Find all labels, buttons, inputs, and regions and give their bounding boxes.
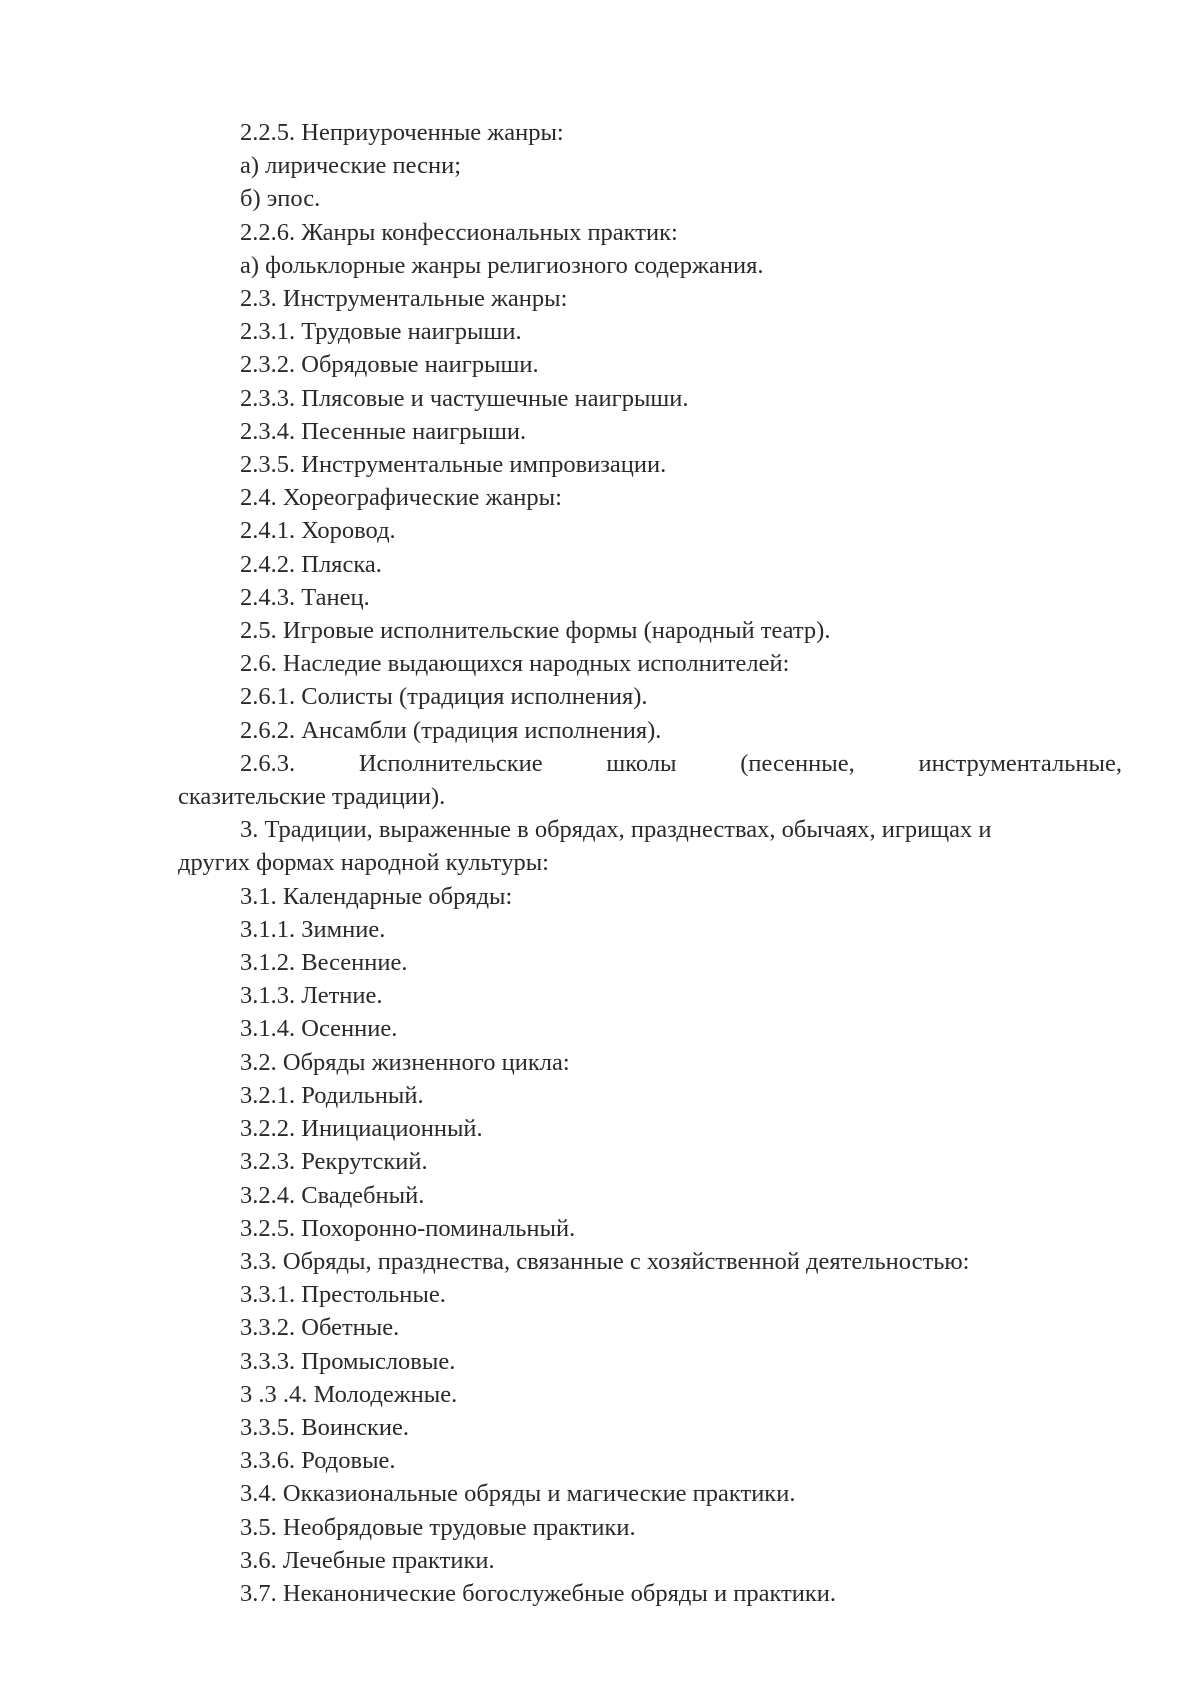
list-item: 3.7. Неканонические богослужебные обряды и практики. <box>240 1579 836 1607</box>
list-item: а) фольклорные жанры религиозного содержания. <box>240 251 764 279</box>
list-item: 2.4.1. Хоровод. <box>240 517 396 545</box>
paragraph-3-continuation: других формах народной культуры: <box>178 849 549 877</box>
list-item: 3.6. Лечебные практики. <box>240 1546 495 1574</box>
continuation-line: сказительские традиции). <box>178 783 446 811</box>
list-item: 2.3. Инструментальные жанры: <box>240 285 568 313</box>
list-item: а) лирические песни; <box>240 152 462 180</box>
list-item: 3.4. Окказиональные обряды и магические практики. <box>240 1480 796 1508</box>
list-item: 3.3.5. Воинские. <box>240 1413 409 1441</box>
list-item: 3.3.2. Обетные. <box>240 1314 400 1342</box>
justified-word: инструментальные, <box>918 749 1122 777</box>
list-item: 3.1.4. Осенние. <box>240 1015 398 1043</box>
justified-line-2-6-3 <box>178 747 1122 780</box>
list-item: 2.2.5. Неприуроченные жанры: <box>240 119 564 146</box>
list-item: 2.4. Хореографические жанры: <box>240 484 562 512</box>
justified-word: школы <box>606 749 677 777</box>
list-item: 3.3.1. Престольные. <box>240 1281 446 1309</box>
genre-list <box>178 116 1122 747</box>
list-item: 3.3.6. Родовые. <box>240 1447 396 1475</box>
list-item: 2.2.6. Жанры конфессиональных практик: <box>240 218 678 246</box>
list-item: 3.2.3. Рекрутский. <box>240 1148 428 1176</box>
list-item: 3 .3 .4. Молодежные. <box>240 1380 458 1408</box>
justified-word: (песенные, <box>740 749 855 777</box>
list-item: 2.3.2. Обрядовые наигрыши. <box>240 351 539 379</box>
list-item: 2.5. Игровые исполнительские формы (народный театр). <box>240 617 831 645</box>
list-item: 3.2.4. Свадебный. <box>240 1181 425 1209</box>
list-item: 2.4.3. Танец. <box>240 583 370 611</box>
document-body <box>178 116 1122 1610</box>
list-item: 3.1.1. Зимние. <box>240 915 386 943</box>
list-item: 2.3.4. Песенные наигрыши. <box>240 417 527 445</box>
list-item: 2.3.1. Трудовые наигрыши. <box>240 318 522 346</box>
list-item: 3.1. Календарные обряды: <box>240 882 513 910</box>
list-item: 2.6.2. Ансамбли (традиция исполнения). <box>240 716 662 744</box>
list-item: 3.2. Обряды жизненного цикла: <box>240 1048 570 1076</box>
list-item: 2.3.3. Плясовые и частушечные наигрыши. <box>240 384 689 412</box>
list-item: 3.1.2. Весенние. <box>240 949 408 977</box>
list-item: 2.6.1. Солисты (традиция исполнения). <box>240 683 648 711</box>
list-item: 3.1.3. Летние. <box>240 982 383 1010</box>
list-item: 2.4.2. Пляска. <box>240 550 382 578</box>
list-item: 3.2.1. Родильный. <box>240 1081 424 1109</box>
justified-word: 2.6.3. <box>240 749 296 777</box>
list-item: 3.2.2. Инициационный. <box>240 1115 483 1143</box>
list-item: 2.6. Наследие выдающихся народных исполнителей: <box>240 650 790 678</box>
list-item: 3.5. Необрядовые трудовые практики. <box>240 1513 636 1541</box>
list-item: 2.3.5. Инструментальные импровизации. <box>240 451 667 479</box>
list-item: 3.3. Обряды, празднества, связанные с хозяйственной деятельностью: <box>240 1247 970 1275</box>
tradition-list <box>178 880 1122 1610</box>
list-item: 3.2.5. Похоронно-поминальный. <box>240 1214 576 1242</box>
paragraph-3-first-line: 3. Традиции, выраженные в обрядах, празднествах, обычаях, игрищах и <box>240 816 992 844</box>
justified-word: Исполнительские <box>358 749 543 777</box>
list-item: б) эпос. <box>240 185 321 213</box>
list-item: 3.3.3. Промысловые. <box>240 1347 456 1375</box>
